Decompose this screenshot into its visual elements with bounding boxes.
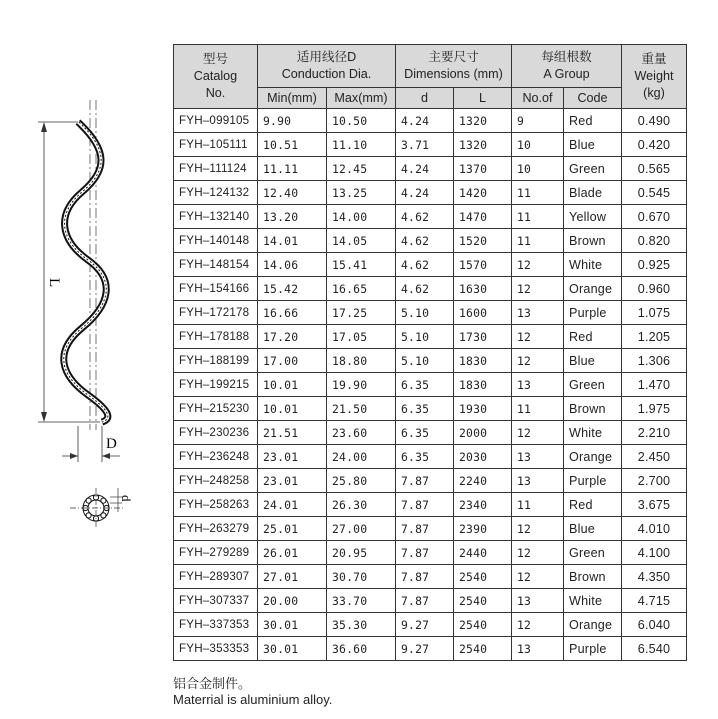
- max-header: Max(mm): [327, 88, 396, 109]
- cell-max: 36.60: [327, 637, 396, 661]
- material-note-en: Materrial is aluminium alloy.: [173, 692, 333, 707]
- cell-d: 5.10: [396, 349, 454, 373]
- code-header: Code: [564, 88, 622, 109]
- cell-weight: 1.205: [622, 325, 687, 349]
- cell-L: 2240: [454, 469, 512, 493]
- cell-code: Red: [564, 325, 622, 349]
- cell-min: 14.01: [258, 229, 327, 253]
- cell-min: 20.00: [258, 589, 327, 613]
- dimensions-header: 主要尺寸 Dimensions (mm): [396, 45, 512, 88]
- cell-no: 11: [512, 493, 564, 517]
- cell-code: Brown: [564, 565, 622, 589]
- cell-weight: 1.306: [622, 349, 687, 373]
- cell-d: 6.35: [396, 421, 454, 445]
- cell-code: Blue: [564, 349, 622, 373]
- cell-L: 2540: [454, 613, 512, 637]
- table-row: [174, 397, 687, 421]
- cell-catalog: FYH–154166: [174, 277, 258, 301]
- cell-code: Brown: [564, 229, 622, 253]
- cell-code: Purple: [564, 637, 622, 661]
- cell-d: 6.35: [396, 397, 454, 421]
- cell-L: 2390: [454, 517, 512, 541]
- cell-L: 1470: [454, 205, 512, 229]
- cell-code: Yellow: [564, 205, 622, 229]
- cell-max: 14.05: [327, 229, 396, 253]
- cell-L: 1320: [454, 133, 512, 157]
- cell-min: 26.01: [258, 541, 327, 565]
- cell-min: 30.01: [258, 637, 327, 661]
- cell-weight: 6.540: [622, 637, 687, 661]
- cell-no: 11: [512, 181, 564, 205]
- cell-d: 6.35: [396, 373, 454, 397]
- cell-max: 16.65: [327, 277, 396, 301]
- cell-code: White: [564, 589, 622, 613]
- cell-code: Orange: [564, 445, 622, 469]
- cell-no: 12: [512, 421, 564, 445]
- cell-catalog: FYH–248258: [174, 469, 258, 493]
- cell-max: 17.25: [327, 301, 396, 325]
- cell-max: 11.10: [327, 133, 396, 157]
- table-row: [174, 133, 687, 157]
- table-row: [174, 181, 687, 205]
- cell-L: 1570: [454, 253, 512, 277]
- cell-d: 4.24: [396, 157, 454, 181]
- cell-max: 30.70: [327, 565, 396, 589]
- cross-section-icon: [70, 488, 134, 528]
- cell-code: Orange: [564, 613, 622, 637]
- cell-weight: 1.975: [622, 397, 687, 421]
- table-row: [174, 421, 687, 445]
- cell-L: 2540: [454, 565, 512, 589]
- cell-catalog: FYH–132140: [174, 205, 258, 229]
- cell-d: 4.24: [396, 109, 454, 133]
- cell-min: 23.01: [258, 469, 327, 493]
- cell-no: 12: [512, 277, 564, 301]
- cell-code: Red: [564, 109, 622, 133]
- l-header: L: [454, 88, 512, 109]
- cell-weight: 4.100: [622, 541, 687, 565]
- cell-code: Green: [564, 541, 622, 565]
- spiral-rod-drawing: [30, 100, 170, 540]
- cell-weight: 0.960: [622, 277, 687, 301]
- cell-max: 26.30: [327, 493, 396, 517]
- cell-L: 1520: [454, 229, 512, 253]
- cell-catalog: FYH–188199: [174, 349, 258, 373]
- cell-catalog: FYH–289307: [174, 565, 258, 589]
- cell-catalog: FYH–172178: [174, 301, 258, 325]
- table-row: [174, 565, 687, 589]
- cell-no: 12: [512, 349, 564, 373]
- cell-min: 21.51: [258, 421, 327, 445]
- cell-L: 2540: [454, 589, 512, 613]
- table-row: [174, 445, 687, 469]
- d-header: d: [396, 88, 454, 109]
- cell-no: 10: [512, 133, 564, 157]
- cell-d: 7.87: [396, 565, 454, 589]
- cell-d: 5.10: [396, 325, 454, 349]
- cell-min: 9.90: [258, 109, 327, 133]
- cell-code: Red: [564, 493, 622, 517]
- cell-max: 25.80: [327, 469, 396, 493]
- cell-code: Purple: [564, 469, 622, 493]
- cell-max: 20.95: [327, 541, 396, 565]
- table-row: [174, 205, 687, 229]
- cell-weight: 0.820: [622, 229, 687, 253]
- cell-L: 1600: [454, 301, 512, 325]
- cell-no: 12: [512, 565, 564, 589]
- cell-no: 11: [512, 229, 564, 253]
- specification-table: [173, 44, 687, 661]
- cell-catalog: FYH–230236: [174, 421, 258, 445]
- cell-code: White: [564, 253, 622, 277]
- cell-min: 15.42: [258, 277, 327, 301]
- cell-catalog: FYH–111124: [174, 157, 258, 181]
- cell-catalog: FYH–337353: [174, 613, 258, 637]
- cell-catalog: FYH–215230: [174, 397, 258, 421]
- cell-weight: 2.210: [622, 421, 687, 445]
- table-row: [174, 541, 687, 565]
- cell-min: 30.01: [258, 613, 327, 637]
- cell-d: 3.71: [396, 133, 454, 157]
- cell-min: 23.01: [258, 445, 327, 469]
- table-row: [174, 349, 687, 373]
- cell-max: 14.00: [327, 205, 396, 229]
- cell-L: 2000: [454, 421, 512, 445]
- cell-weight: 3.675: [622, 493, 687, 517]
- cell-d: 9.27: [396, 613, 454, 637]
- table-row: [174, 229, 687, 253]
- cell-min: 13.20: [258, 205, 327, 229]
- length-label: L: [46, 278, 62, 288]
- header-row-main: [174, 45, 687, 88]
- table-row: [174, 637, 687, 661]
- cell-min: 25.01: [258, 517, 327, 541]
- cell-max: 15.41: [327, 253, 396, 277]
- table-row: [174, 469, 687, 493]
- cell-d: 4.24: [396, 181, 454, 205]
- cell-code: Brown: [564, 397, 622, 421]
- cell-d: 4.62: [396, 277, 454, 301]
- table-row: [174, 253, 687, 277]
- cell-catalog: FYH–307337: [174, 589, 258, 613]
- cell-L: 1830: [454, 373, 512, 397]
- cell-max: 24.00: [327, 445, 396, 469]
- cell-max: 19.90: [327, 373, 396, 397]
- cell-min: 14.06: [258, 253, 327, 277]
- cell-min: 24.01: [258, 493, 327, 517]
- cell-no: 13: [512, 637, 564, 661]
- cell-min: 17.20: [258, 325, 327, 349]
- cell-weight: 1.075: [622, 301, 687, 325]
- cell-catalog: FYH–178188: [174, 325, 258, 349]
- table-row: [174, 109, 687, 133]
- cell-max: 35.30: [327, 613, 396, 637]
- diameter-label: D: [106, 436, 117, 452]
- cell-weight: 0.925: [622, 253, 687, 277]
- cell-weight: 4.350: [622, 565, 687, 589]
- cell-min: 16.66: [258, 301, 327, 325]
- cell-weight: 0.490: [622, 109, 687, 133]
- cell-code: White: [564, 421, 622, 445]
- cell-max: 21.50: [327, 397, 396, 421]
- cell-code: Green: [564, 157, 622, 181]
- cell-max: 10.50: [327, 109, 396, 133]
- cell-no: 13: [512, 301, 564, 325]
- cell-no: 9: [512, 109, 564, 133]
- cell-max: 27.00: [327, 517, 396, 541]
- section-label: d: [119, 495, 134, 502]
- cell-L: 2340: [454, 493, 512, 517]
- cell-catalog: FYH–263279: [174, 517, 258, 541]
- cell-max: 17.05: [327, 325, 396, 349]
- cell-max: 33.70: [327, 589, 396, 613]
- cell-code: Blue: [564, 517, 622, 541]
- cell-no: 13: [512, 589, 564, 613]
- cell-max: 13.25: [327, 181, 396, 205]
- cell-no: 12: [512, 325, 564, 349]
- cell-d: 4.62: [396, 253, 454, 277]
- cell-weight: 1.470: [622, 373, 687, 397]
- cell-weight: 4.715: [622, 589, 687, 613]
- cell-no: 12: [512, 253, 564, 277]
- cell-L: 2440: [454, 541, 512, 565]
- cell-L: 1830: [454, 349, 512, 373]
- cell-L: 1320: [454, 109, 512, 133]
- cell-min: 10.51: [258, 133, 327, 157]
- cell-weight: 0.545: [622, 181, 687, 205]
- cell-min: 10.01: [258, 373, 327, 397]
- table-row: [174, 325, 687, 349]
- cell-d: 7.87: [396, 517, 454, 541]
- cell-weight: 6.040: [622, 613, 687, 637]
- cell-d: 7.87: [396, 493, 454, 517]
- table-row: [174, 373, 687, 397]
- cell-d: 7.87: [396, 541, 454, 565]
- min-header: Min(mm): [258, 88, 327, 109]
- cell-no: 11: [512, 205, 564, 229]
- weight-header: 重量 Weight (kg): [622, 45, 687, 109]
- cell-weight: 4.010: [622, 517, 687, 541]
- cell-weight: 2.700: [622, 469, 687, 493]
- cell-max: 23.60: [327, 421, 396, 445]
- catalog-header: 型号 Catalog No.: [174, 45, 258, 109]
- cell-L: 2030: [454, 445, 512, 469]
- cell-L: 1370: [454, 157, 512, 181]
- table-row: [174, 517, 687, 541]
- cell-min: 12.40: [258, 181, 327, 205]
- cell-L: 2540: [454, 637, 512, 661]
- cell-catalog: FYH–236248: [174, 445, 258, 469]
- cell-catalog: FYH–099105: [174, 109, 258, 133]
- cell-code: Green: [564, 373, 622, 397]
- cell-code: Blue: [564, 133, 622, 157]
- cell-max: 18.80: [327, 349, 396, 373]
- cell-d: 4.62: [396, 229, 454, 253]
- cell-no: 13: [512, 445, 564, 469]
- cell-d: 7.87: [396, 469, 454, 493]
- table-row: [174, 277, 687, 301]
- cell-min: 27.01: [258, 565, 327, 589]
- table-row: [174, 613, 687, 637]
- cell-no: 12: [512, 613, 564, 637]
- cell-no: 13: [512, 469, 564, 493]
- cell-L: 1930: [454, 397, 512, 421]
- table-row: [174, 301, 687, 325]
- cell-catalog: FYH–199215: [174, 373, 258, 397]
- cell-d: 6.35: [396, 445, 454, 469]
- group-header: 每组根数 A Group: [512, 45, 622, 88]
- cell-no: 12: [512, 541, 564, 565]
- cell-no: 11: [512, 397, 564, 421]
- cell-min: 10.01: [258, 397, 327, 421]
- cell-catalog: FYH–148154: [174, 253, 258, 277]
- cell-max: 12.45: [327, 157, 396, 181]
- cell-no: 10: [512, 157, 564, 181]
- cell-weight: 0.565: [622, 157, 687, 181]
- cell-no: 12: [512, 517, 564, 541]
- cell-catalog: FYH–140148: [174, 229, 258, 253]
- cell-L: 1420: [454, 181, 512, 205]
- cell-catalog: FYH–353353: [174, 637, 258, 661]
- cell-catalog: FYH–124132: [174, 181, 258, 205]
- cell-d: 4.62: [396, 205, 454, 229]
- cell-min: 11.11: [258, 157, 327, 181]
- cell-code: Blade: [564, 181, 622, 205]
- cell-weight: 0.420: [622, 133, 687, 157]
- cell-catalog: FYH–279289: [174, 541, 258, 565]
- material-note: [173, 676, 332, 708]
- table-row: [174, 589, 687, 613]
- cell-d: 5.10: [396, 301, 454, 325]
- cell-d: 7.87: [396, 589, 454, 613]
- cell-weight: 0.670: [622, 205, 687, 229]
- cell-catalog: FYH–105111: [174, 133, 258, 157]
- cell-weight: 2.450: [622, 445, 687, 469]
- cell-no: 13: [512, 373, 564, 397]
- cell-L: 1630: [454, 277, 512, 301]
- material-note-cn: 铝合金制件。: [173, 676, 252, 691]
- cell-code: Orange: [564, 277, 622, 301]
- cell-code: Purple: [564, 301, 622, 325]
- cell-d: 9.27: [396, 637, 454, 661]
- cell-catalog: FYH–258263: [174, 493, 258, 517]
- conduction-header: 适用线径D Conduction Dia.: [258, 45, 396, 88]
- cell-min: 17.00: [258, 349, 327, 373]
- table-row: [174, 157, 687, 181]
- no-of-header: No.of: [512, 88, 564, 109]
- cell-L: 1730: [454, 325, 512, 349]
- table-row: [174, 493, 687, 517]
